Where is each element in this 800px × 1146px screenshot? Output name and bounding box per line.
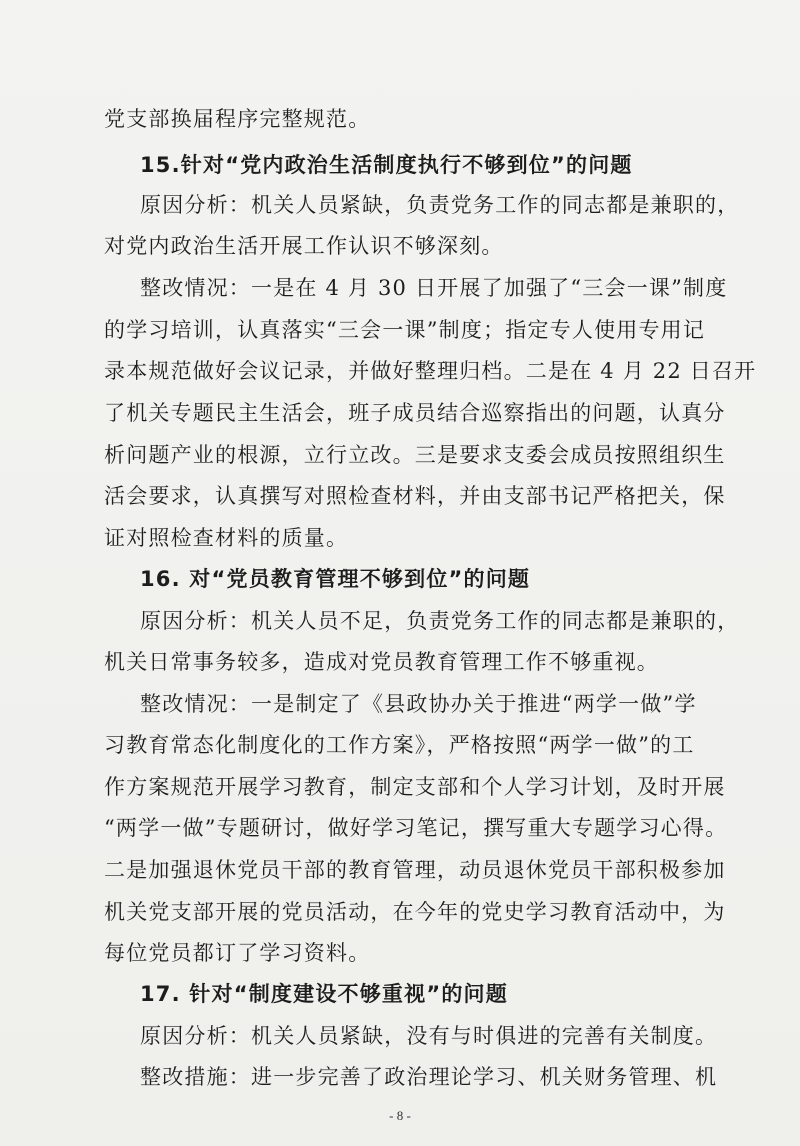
page-number: - 8 - (389, 1108, 411, 1123)
text-line: 证对照检查材料的质量。 (104, 526, 349, 550)
text-line: “两学一做”专题研讨，做好学习笔记，撰写重大专题学习心得。 (104, 816, 728, 840)
text-line: 了机关专题民主生活会，班子成员结合巡察指出的问题，认真分 (104, 401, 726, 425)
text-line: 活会要求，认真撰写对照检查材料，并由支部书记严格把关，保 (104, 484, 726, 508)
text-line: 机关党支部开展的党员活动，在今年的党史学习教育活动中，为 (104, 900, 726, 924)
text-line: 机关日常事务较多，造成对党员教育管理工作不够重视。 (104, 650, 659, 674)
text-line: 作方案规范开展学习教育，制定支部和个人学习计划，及时开展 (104, 775, 726, 799)
text-line: 二是加强退休党员干部的教育管理，动员退休党员干部积极参加 (104, 858, 726, 882)
text-line: 整改情况：一是制定了《县政协办关于推进“两学一做”学 (140, 692, 697, 716)
text-line: 的学习培训，认真落实“三会一课”制度；指定专人使用专用记 (104, 318, 706, 342)
text-line: 每位党员都订了学习资料。 (104, 941, 371, 965)
text-line: 原因分析：机关人员紧缺，没有与时俱进的完善有关制度。 (140, 1024, 718, 1048)
text-line: 析问题产业的根源，立行立改。三是要求支委会成员按照组织生 (104, 443, 726, 467)
section-heading-16: 16. 对“党员教育管理不够到位”的问题 (140, 567, 531, 591)
text-line: 对党内政治生活开展工作认识不够深刻。 (104, 234, 504, 258)
text-line: 原因分析：机关人员紧缺，负责党务工作的同志都是兼职的， (140, 193, 740, 217)
text-line: 整改措施：进一步完善了政治理论学习、机关财务管理、机 (140, 1065, 718, 1089)
text-line: 党支部换届程序完整规范。 (104, 107, 371, 131)
text-line: 原因分析：机关人员不足，负责党务工作的同志都是兼职的， (140, 609, 740, 633)
text-line: 整改情况：一是在 4 月 30 日开展了加强了“三会一课”制度 (140, 276, 728, 300)
text-line: 习教育常态化制度化的工作方案》，严格按照“两学一做”的工 (104, 733, 695, 757)
text-line: 录本规范做好会议记录，并做好整理归档。二是在 4 月 22 日召开 (104, 359, 757, 383)
section-heading-15: 15.针对“党内政治生活制度执行不够到位”的问题 (140, 153, 633, 177)
section-heading-17: 17. 针对“制度建设不够重视”的问题 (140, 982, 508, 1006)
